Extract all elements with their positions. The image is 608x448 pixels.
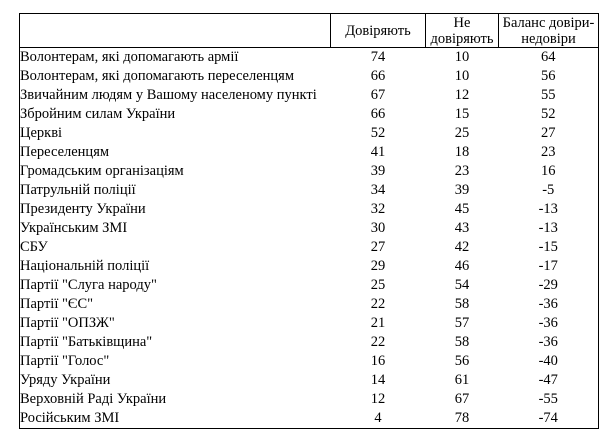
row-label: Російським ЗМІ	[20, 410, 120, 426]
header-trust-label: Довіряють	[345, 22, 411, 39]
header-trust-cell	[331, 14, 426, 48]
row-label: Волонтерам, які допомагають переселенцям	[20, 68, 295, 84]
table-row	[20, 200, 599, 219]
row-value: 57	[454, 315, 470, 331]
row-label: Переселенцям	[20, 144, 110, 160]
row-value: 4	[374, 410, 382, 426]
table-row	[20, 181, 599, 200]
table-row	[20, 143, 599, 162]
row-value: 58	[454, 334, 470, 350]
table-row	[20, 390, 599, 409]
table-row	[20, 371, 599, 390]
table-row	[20, 295, 599, 314]
table-row	[20, 48, 599, 68]
row-label: Партії "Батьківщина"	[20, 334, 153, 350]
table-header-row	[20, 14, 599, 48]
row-value: 22	[370, 296, 386, 312]
row-value: 52	[370, 125, 386, 141]
header-balance-label-line2: недовіри	[521, 30, 576, 47]
row-value: -74	[538, 410, 558, 426]
row-value: 41	[370, 144, 386, 160]
row-value: -29	[538, 277, 558, 293]
row-value: -5	[542, 182, 555, 198]
row-value: 56	[541, 68, 556, 84]
header-distrust-label-line2: довіряють	[430, 30, 494, 47]
row-value: 22	[370, 334, 386, 350]
row-value: 16	[370, 353, 386, 369]
header-distrust-label-line1: Не	[453, 14, 471, 31]
table-row	[20, 238, 599, 257]
row-label: Партії "ЄС"	[20, 296, 94, 312]
row-value: 23	[454, 163, 470, 179]
row-value: 52	[541, 106, 556, 122]
row-value: -13	[538, 201, 558, 217]
row-label: Національній поліції	[20, 258, 150, 274]
row-value: 58	[454, 296, 470, 312]
row-value: 32	[370, 201, 386, 217]
row-value: 67	[370, 87, 386, 103]
row-value: -15	[538, 239, 558, 255]
row-value: 74	[370, 49, 386, 65]
table-row	[20, 67, 599, 86]
trust-table	[19, 13, 599, 429]
row-value: 43	[454, 220, 470, 236]
row-value: 46	[454, 258, 470, 274]
row-value: 12	[370, 391, 386, 407]
row-value: -40	[538, 353, 558, 369]
header-balance-cell	[499, 14, 599, 48]
table-row	[20, 333, 599, 352]
row-value: 30	[370, 220, 386, 236]
row-value: 55	[541, 87, 556, 103]
row-value: 21	[370, 315, 386, 331]
row-value: 10	[454, 68, 470, 84]
row-value: 45	[454, 201, 470, 217]
row-value: 23	[541, 144, 556, 160]
row-value: 16	[541, 163, 556, 179]
table-row	[20, 124, 599, 143]
row-label: Громадським організаціям	[20, 163, 184, 179]
table-row	[20, 276, 599, 295]
table-row	[20, 314, 599, 333]
header-empty-cell	[20, 14, 331, 48]
row-value: 25	[370, 277, 386, 293]
row-value: 39	[454, 182, 470, 198]
row-label: Партії "Слуга народу"	[20, 277, 157, 293]
table-row	[20, 409, 599, 429]
row-value: 64	[541, 49, 556, 65]
row-value: 34	[370, 182, 386, 198]
row-value: -36	[538, 334, 558, 350]
row-value: 54	[454, 277, 470, 293]
row-value: 25	[454, 125, 470, 141]
row-label: Волонтерам, які допомагають армії	[20, 49, 239, 65]
row-value: -36	[538, 315, 558, 331]
row-value: -36	[538, 296, 558, 312]
row-value: 29	[370, 258, 386, 274]
table-body	[20, 48, 599, 429]
row-label: Партії "ОПЗЖ"	[20, 315, 115, 331]
table-row	[20, 86, 599, 105]
row-label: Звичайним людям у Вашому населеному пункті	[20, 87, 317, 103]
table-row	[20, 162, 599, 181]
table-row	[20, 219, 599, 238]
row-value: 10	[454, 49, 470, 65]
row-value: -47	[538, 372, 558, 388]
row-value: -55	[538, 391, 558, 407]
row-label: Патрульній поліції	[20, 182, 136, 198]
table-row	[20, 105, 599, 124]
row-value: 67	[454, 391, 470, 407]
row-value: 18	[454, 144, 470, 160]
row-label: Уряду України	[20, 372, 111, 388]
row-label: Українським ЗМІ	[20, 220, 128, 236]
row-label: Церкві	[20, 125, 63, 141]
row-value: 12	[454, 87, 470, 103]
row-value: 42	[454, 239, 470, 255]
row-label: Партії "Голос"	[20, 353, 110, 369]
row-label: Президенту України	[20, 201, 146, 217]
row-label: Збройним силам України	[20, 106, 176, 122]
row-value: 56	[454, 353, 470, 369]
row-label: Верховній Раді України	[20, 391, 167, 407]
row-value: 78	[454, 410, 470, 426]
row-value: 66	[370, 68, 386, 84]
header-balance-label-line1: Баланс довіри-	[502, 14, 595, 31]
row-value: 66	[370, 106, 386, 122]
table-row	[20, 352, 599, 371]
row-value: 27	[541, 125, 556, 141]
header-distrust-cell	[426, 14, 499, 48]
table-row	[20, 257, 599, 276]
row-value: 15	[454, 106, 470, 122]
row-value: -13	[538, 220, 558, 236]
row-value: -17	[538, 258, 558, 274]
row-value: 39	[370, 163, 386, 179]
row-value: 14	[370, 372, 386, 388]
row-value: 61	[454, 372, 470, 388]
row-value: 27	[370, 239, 386, 255]
row-label: СБУ	[20, 239, 48, 255]
